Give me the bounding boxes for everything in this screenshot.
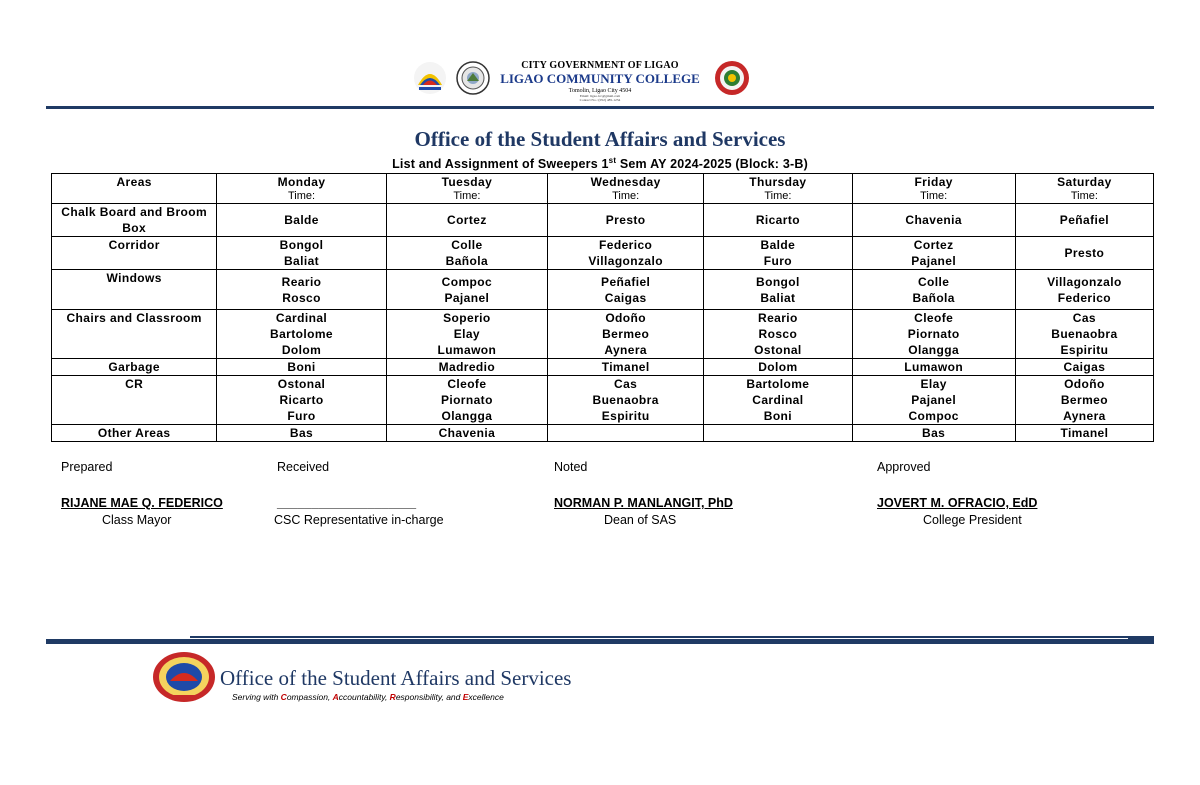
table-row (52, 237, 1154, 270)
assignment-cell (548, 425, 704, 442)
motto-segment: C (280, 692, 287, 702)
assignment-cell: Bartolome Cardinal Boni (704, 376, 852, 425)
assignment-cell: Dolom (704, 359, 852, 376)
motto-segment: esponsibility, and (395, 692, 463, 702)
area-cell: Chairs and Classroom (52, 310, 217, 359)
bagong-pilipinas-logo (413, 61, 447, 95)
assignment-cell: Federico Villagonzalo (548, 237, 704, 270)
signatory-title: College President (923, 513, 1022, 527)
assignment-cell: Lumawon (852, 359, 1015, 376)
assignment-cell: Bas (852, 425, 1015, 442)
table-row (52, 270, 1154, 310)
contact-line-2: Contact No.: (052) 485-1234 (579, 98, 621, 102)
assignment-cell: Colle Bañola (852, 270, 1015, 310)
assignment-cell: Reario Rosco (217, 270, 386, 310)
assignment-cell: Cortez (386, 204, 547, 237)
day-name: Tuesday (441, 175, 493, 189)
area-cell: Chalk Board and Broom Box (52, 204, 217, 237)
assignment-cell: Cortez Pajanel (852, 237, 1015, 270)
city-government-label: CITY GOVERNMENT OF LIGAO (521, 60, 679, 71)
assignment-cell: Colle Bañola (386, 237, 547, 270)
areas-header: Areas (52, 174, 217, 204)
assignment-cell: Balde (217, 204, 386, 237)
assignment-cell: Soperio Elay Lumawon (386, 310, 547, 359)
assignment-cell: Ostonal Ricarto Furo (217, 376, 386, 425)
motto-segment: Serving with (232, 692, 281, 702)
footer-office-title: Office of the Student Affairs and Services (220, 666, 572, 690)
day-name: Saturday (1057, 175, 1112, 189)
assignment-cell: Chavenia (852, 204, 1015, 237)
day-header-monday (217, 174, 386, 204)
signatory-title: Class Mayor (102, 513, 172, 527)
assignment-cell: Odoño Bermeo Aynera (1015, 376, 1153, 425)
day-name: Thursday (749, 175, 807, 189)
day-name: Wednesday (590, 175, 661, 189)
assignment-cell: Cleofe Piornato Olangga (852, 310, 1015, 359)
assignment-cell: Balde Furo (704, 237, 852, 270)
header-text-block (480, 60, 720, 102)
assignment-cell: Bas (217, 425, 386, 442)
assignment-cell: Madredio (386, 359, 547, 376)
assignment-cell: Presto (548, 204, 704, 237)
lcc-seal-icon (714, 60, 750, 96)
signatory-role: Prepared (61, 460, 113, 474)
area-cell: Other Areas (52, 425, 217, 442)
table-row (52, 359, 1154, 376)
table-header-row (52, 174, 1154, 204)
assignment-cell: Peñafiel (1015, 204, 1153, 237)
assignment-cell: Presto (1015, 237, 1153, 270)
signatory-role: Received (277, 460, 330, 474)
signatory-role: Noted (554, 460, 588, 474)
assignment-cell: Cleofe Piornato Olangga (386, 376, 547, 425)
day-header-thursday (704, 174, 852, 204)
schedule-subtitle: List and Assignment of Sweepers 1st Sem AY 2024-2025 (Block: 3-B) (392, 156, 808, 172)
motto-segment: ompassion, (286, 692, 333, 702)
assignment-cell: Timanel (548, 359, 704, 376)
assignment-cell: Elay Pajanel Compoc (852, 376, 1015, 425)
motto-segment: A (332, 692, 339, 702)
assignment-cell (704, 425, 852, 442)
sweepers-schedule-table (51, 173, 1154, 442)
assignment-cell: Bongol Baliat (704, 270, 852, 310)
assignment-cell: Reario Rosco Ostonal (704, 310, 852, 359)
day-name: Friday (914, 175, 953, 189)
footer-divider-accent (190, 636, 1130, 638)
college-address: Tomolin, Ligao City 4504 (568, 88, 632, 94)
signatory-title: Dean of SAS (604, 513, 677, 527)
time-label: Time: (1070, 190, 1098, 202)
office-title: Office of the Student Affairs and Services (414, 127, 786, 151)
day-header-tuesday (386, 174, 547, 204)
footer-motto (232, 692, 504, 702)
time-label: Time: (287, 190, 316, 202)
table-row (52, 310, 1154, 359)
assignment-cell: Bongol Baliat (217, 237, 386, 270)
header-divider (46, 106, 1154, 109)
table-row (52, 425, 1154, 442)
assignment-cell: Cas Buenaobra Espiritu (1015, 310, 1153, 359)
signatory-name: JOVERT M. OFRACIO, EdD (877, 496, 1038, 510)
assignment-cell: Odoño Bermeo Aynera (548, 310, 704, 359)
signatory-name: RIJANE MAE Q. FEDERICO (61, 496, 223, 510)
day-name: Monday (277, 175, 326, 189)
area-cell: Garbage (52, 359, 217, 376)
contact-line-1: Email: ligao.lcc@gmail.com (579, 94, 621, 98)
assignment-cell: Boni (217, 359, 386, 376)
assignment-cell: Compoc Pajanel (386, 270, 547, 310)
area-cell: CR (52, 376, 217, 425)
footer-divider (46, 639, 1154, 644)
day-header-wednesday (548, 174, 704, 204)
time-label: Time: (453, 190, 481, 202)
signatory-title: CSC Representative in-charge (274, 513, 444, 527)
signatory-name: ____________________ (277, 496, 417, 510)
signatory-role: Approved (877, 460, 931, 474)
assignment-cell: Caigas (1015, 359, 1153, 376)
day-header-friday (852, 174, 1015, 204)
motto-segment: R (389, 692, 396, 702)
time-label: Time: (612, 190, 640, 202)
time-label: Time: (920, 190, 948, 202)
area-cell: Windows (52, 270, 217, 310)
assignment-cell: Chavenia (386, 425, 547, 442)
assignment-cell: Ricarto (704, 204, 852, 237)
assignment-cell: Cardinal Bartolome Dolom (217, 310, 386, 359)
day-header-saturday (1015, 174, 1153, 204)
motto-segment: ccountability, (338, 692, 390, 702)
table-row (52, 204, 1154, 237)
assignment-cell: Timanel (1015, 425, 1153, 442)
motto-segment: E (462, 692, 469, 702)
college-name: LIGAO COMMUNITY COLLEGE (500, 71, 700, 86)
osas-seal-icon (152, 651, 216, 703)
time-label: Time: (764, 190, 792, 202)
table-row (52, 376, 1154, 425)
footer-divider-tab (1128, 636, 1154, 639)
motto-segment: xcellence (468, 692, 504, 702)
assignment-cell: Cas Buenaobra Espiritu (548, 376, 704, 425)
assignment-cell: Villagonzalo Federico (1015, 270, 1153, 310)
area-cell: Corridor (52, 237, 217, 270)
signatory-name: NORMAN P. MANLANGIT, PhD (554, 496, 733, 510)
assignment-cell: Peñafiel Caigas (548, 270, 704, 310)
